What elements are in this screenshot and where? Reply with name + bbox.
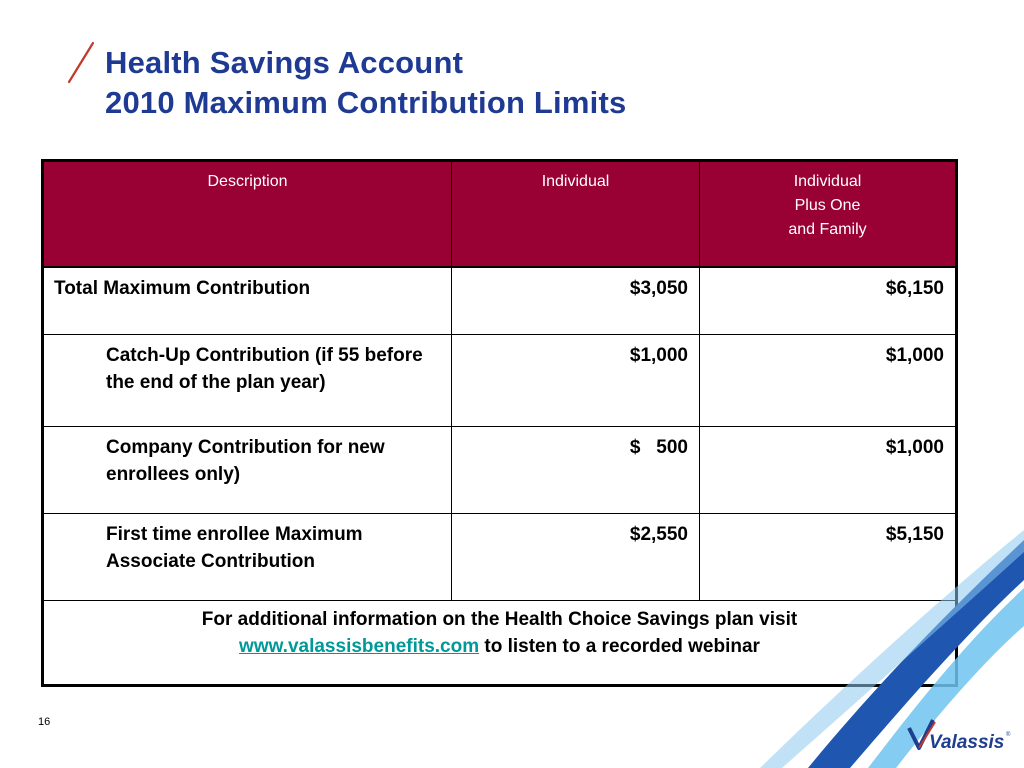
title-line-1: Health Savings Account: [105, 45, 464, 80]
row-family-amount: $6,150: [700, 267, 957, 334]
logo-registered-mark: ®: [1006, 732, 1011, 738]
row-description: First time enrollee Maximum Associate Contribution: [43, 513, 452, 600]
table-row: [43, 426, 957, 513]
footer-line-2-suffix: to listen to a recorded webinar: [479, 635, 760, 657]
row-individual-amount: $ 500: [452, 426, 700, 513]
row-individual-amount: $1,000: [452, 334, 700, 426]
footer-line-1: For additional information on the Health Choice Savings plan visit: [201, 608, 798, 630]
table-row: [43, 267, 957, 334]
page-title: [105, 43, 626, 123]
header-individual: [452, 161, 700, 268]
slide-number: 16: [38, 716, 51, 728]
header-family: [700, 161, 957, 268]
table-row: [43, 334, 957, 426]
valassis-logo: [905, 716, 1015, 756]
title-accent-slash: [62, 40, 102, 86]
header-family-line-1: Individual: [793, 173, 862, 190]
header-description-label: Description: [207, 173, 288, 190]
header-individual-label: Individual: [541, 173, 610, 190]
logo-wordmark: Valassis: [929, 732, 1005, 753]
row-individual-amount: $3,050: [452, 267, 700, 334]
row-family-amount: $1,000: [700, 334, 957, 426]
row-family-amount: $5,150: [700, 513, 957, 600]
header-description: [43, 161, 452, 268]
row-description: Catch-Up Contribution (if 55 before the end of the plan year): [43, 334, 452, 426]
row-family-amount: $1,000: [700, 426, 957, 513]
header-family-line-3: and Family: [788, 221, 867, 238]
table-header-row: [43, 161, 957, 268]
benefits-website-link[interactable]: www.valassisbenefits.com: [239, 635, 480, 657]
header-family-line-2: Plus One: [794, 197, 861, 214]
row-individual-amount: $2,550: [452, 513, 700, 600]
title-line-2: 2010 Maximum Contribution Limits: [105, 85, 627, 120]
row-description: Total Maximum Contribution: [43, 267, 452, 334]
row-description: Company Contribution for new enrollees only): [43, 426, 452, 513]
